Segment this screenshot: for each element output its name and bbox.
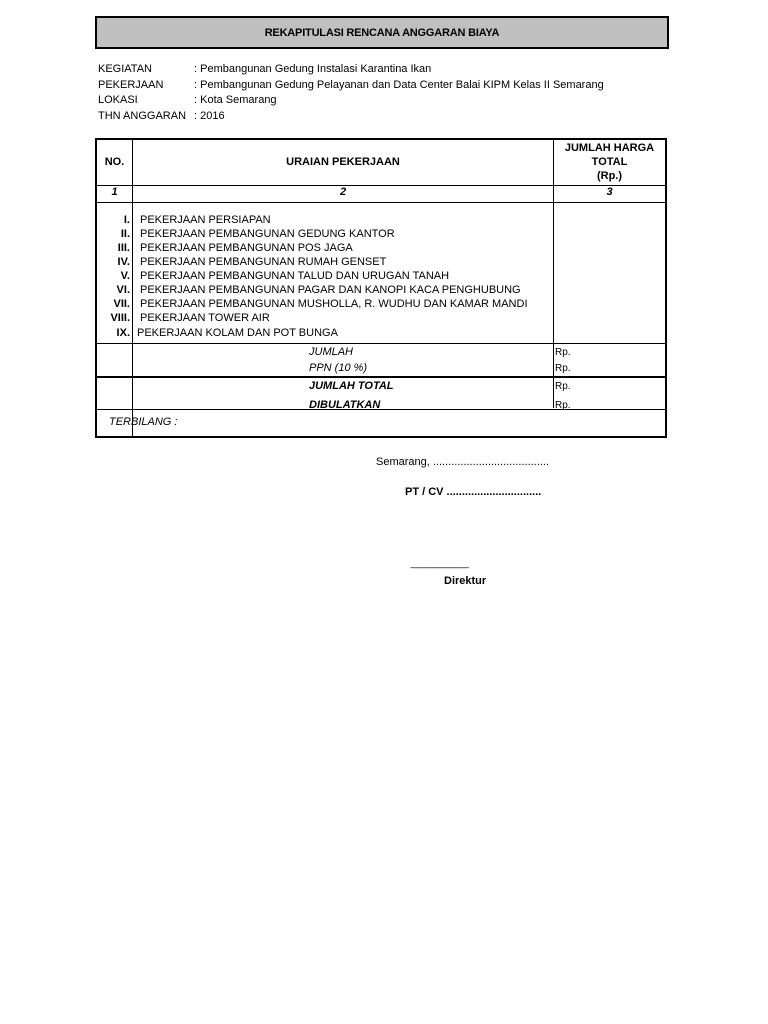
item-number: VIII. xyxy=(110,312,130,324)
item-number: VII. xyxy=(113,298,130,310)
summary-jumlah-label: JUMLAH xyxy=(309,346,354,358)
item-number: VI. xyxy=(116,284,130,296)
header-jumlah-line: (Rp.) xyxy=(596,170,623,182)
meta-label: KEGIATAN xyxy=(98,63,152,75)
header-no: NO. xyxy=(104,156,125,168)
summary-total-label: JUMLAH TOTAL xyxy=(309,380,394,392)
header-jumlah-harga xyxy=(554,141,665,183)
item-number: IV. xyxy=(117,256,130,268)
header-jumlah-line: JUMLAH HARGA xyxy=(564,142,655,154)
item-number: V. xyxy=(120,270,130,282)
meta-value: : 2016 xyxy=(194,109,225,122)
item-text: PEKERJAAN PERSIAPAN xyxy=(140,214,271,226)
item-number: I. xyxy=(123,214,130,226)
signature-place-date: Semarang, ...................................... xyxy=(376,456,549,468)
summary-dibulatkan-currency: Rp. xyxy=(555,400,571,411)
summary-ppn-currency: Rp. xyxy=(555,363,571,374)
meta-row-lokasi xyxy=(98,93,604,109)
meta-value: : Pembangunan Gedung Pelayanan dan Data Center Balai KIPM Kelas II Semarang xyxy=(194,78,604,91)
summary-ppn-label: PPN (10 %) xyxy=(309,362,368,374)
item-number: IX. xyxy=(116,327,130,339)
row-divider xyxy=(97,409,665,410)
summary-jumlah-currency: Rp. xyxy=(555,347,571,358)
budget-table xyxy=(95,138,667,438)
item-number: III. xyxy=(117,242,130,254)
meta-row-kegiatan xyxy=(98,62,604,78)
column-number: 3 xyxy=(606,186,613,198)
item-text: PEKERJAAN PEMBANGUNAN PAGAR DAN KANOPI KACA PENGHUBUNG xyxy=(140,284,521,296)
header-uraian: URAIAN PEKERJAAN xyxy=(286,156,400,168)
column-number: 1 xyxy=(111,186,118,198)
item-text: PEKERJAAN PEMBANGUNAN MUSHOLLA, R. WUDHU DAN KAMAR MANDI xyxy=(140,298,528,310)
item-number: II. xyxy=(120,228,130,240)
header-jumlah-line: TOTAL xyxy=(591,156,628,168)
row-divider xyxy=(97,343,665,344)
summary-dibulatkan-label: DIBULATKAN xyxy=(309,399,381,411)
meta-row-pekerjaan xyxy=(98,78,604,94)
summary-total-currency: Rp. xyxy=(555,381,571,392)
meta-value: : Pembangunan Gedung Instalasi Karantina Ikan xyxy=(194,63,432,75)
row-divider xyxy=(97,376,665,378)
meta-label: THN ANGGARAN xyxy=(98,109,187,122)
document-title: REKAPITULASI RENCANA ANGGARAN BIAYA xyxy=(95,16,669,49)
meta-label: PEKERJAAN xyxy=(98,78,164,91)
item-text: PEKERJAAN TOWER AIR xyxy=(140,312,270,324)
column-number: 2 xyxy=(339,186,347,198)
item-text: PEKERJAAN PEMBANGUNAN POS JAGA xyxy=(140,242,353,254)
item-text: PEKERJAAN PEMBANGUNAN RUMAH GENSET xyxy=(140,256,387,268)
project-meta xyxy=(98,62,604,124)
signature-line: ----------------------------------- xyxy=(410,563,469,572)
signature-company: PT / CV ............................... xyxy=(405,486,542,498)
meta-label: LOKASI xyxy=(98,94,138,106)
terbilang-label: TERBILANG : xyxy=(109,416,178,428)
item-text: PEKERJAAN KOLAM DAN POT BUNGA xyxy=(137,327,338,339)
meta-row-tahun xyxy=(98,109,604,125)
signature-position: Direktur xyxy=(444,575,487,587)
item-text: PEKERJAAN PEMBANGUNAN TALUD DAN URUGAN TANAH xyxy=(140,270,450,282)
item-text: PEKERJAAN PEMBANGUNAN GEDUNG KANTOR xyxy=(140,228,395,240)
row-divider xyxy=(97,202,665,203)
meta-value: : Kota Semarang xyxy=(194,94,277,106)
